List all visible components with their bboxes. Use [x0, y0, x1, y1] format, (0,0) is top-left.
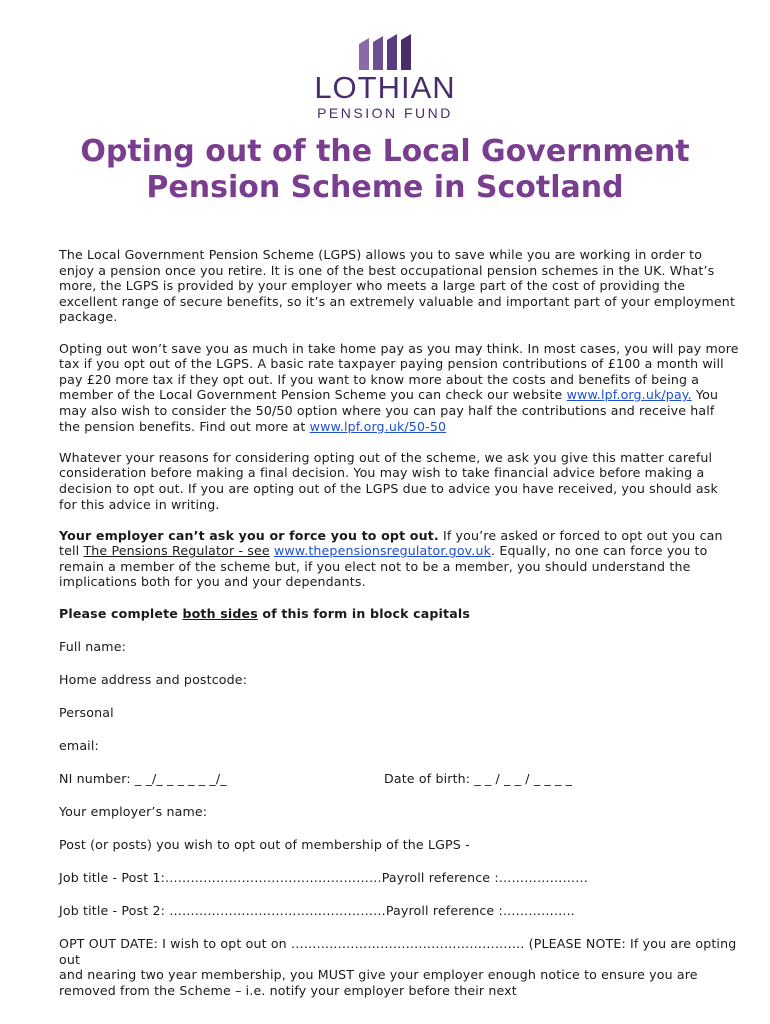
logo — [0, 34, 770, 121]
date-of-birth-field[interactable]: Date of birth: _ _ / _ _ / _ _ _ _ — [384, 771, 573, 787]
fifty-fifty-link[interactable]: www.lpf.org.uk/50-50 — [309, 418, 447, 434]
ni-number-field[interactable]: NI number: _ _/_ _ _ _ _ _/_ — [59, 771, 227, 787]
intro-paragraph: The Local Government Pension Scheme (LGPS) allows you to save while you are working in order to enjoy a pension once you retire. It is one of the best occupational pension schemes in the UK. What’s more, the LGPS is provided by your employer who meets a large part of the cost of providing the excellent range of secure benefits, so it’s an extremely valuable and important part of your employment package. — [59, 247, 736, 325]
posts-label: Post (or posts) you wish to opt out of membership of the LGPS - — [59, 837, 470, 853]
tax-paragraph: Opting out won’t save you as much in take home pay as you may think. In most cases, you will pay more tax if you opt out of the LGPS. A basic rate taxpayer paying pension contributions of £100 a month will pay £20 more tax if they opt out. If you want to know more about the costs and benefits of being a member of the Local Government Pension Scheme you can check our website www.lpf.org.uk/pay. You may also wish to consider the 50/50 option where you can pay half the contributions and receive half the pension benefits. Find out more at www.lpf.org.uk/50-50 — [59, 340, 739, 434]
document-body — [59, 247, 739, 999]
employer-name-field[interactable]: Your employer’s name: — [59, 804, 208, 820]
employer-paragraph: Your employer can’t ask you or force you to opt out. If you’re asked or forced to opt out you can tell The Pensions Regulator - see www.thepensionsregulator.gov.uk. Equally, no one can force you to remain a member of the scheme but, if you elect not to be a member, you should understand the implications both for you and your dependants. — [59, 527, 723, 590]
post1-field[interactable]: Job title - Post 1:……………………………………………Payroll reference :………………… — [59, 870, 588, 886]
logo-subtitle: PENSION FUND — [317, 105, 453, 121]
instruction: Please complete both sides of this form in block capitals — [59, 605, 470, 621]
pay-link[interactable]: www.lpf.org.uk/pay. — [566, 387, 692, 403]
personal-label: Personal — [59, 705, 114, 721]
address-field[interactable]: Home address and postcode: — [59, 672, 248, 688]
ni-dob-row — [59, 771, 739, 804]
post2-field[interactable]: Job title - Post 2: ……………………………………………Payroll reference :…………….. — [59, 903, 575, 919]
regulator-text: The Pensions Regulator - see — [83, 543, 270, 559]
full-name-field[interactable]: Full name: — [59, 639, 126, 655]
logo-name: LOTHIAN — [314, 70, 456, 105]
advice-paragraph: Whatever your reasons for considering opting out of the scheme, we ask you give this matter careful consideration before making a final decision. You may wish to take financial advice before making a decision to opt out. If you are opting out of the LGPS due to advice you have received, you should ask for this advice in writing. — [59, 449, 718, 512]
logo-bars-icon — [355, 34, 415, 70]
opt-out-date-field[interactable]: OPT OUT DATE: I wish to opt out on ………………………………………………. (PLEASE NOTE: If you are opting out and nearing two year membership, you MUST give your employer enough notice to ensure you are removed from the Scheme – i.e. notify your employer before their next — [59, 936, 737, 999]
regulator-link[interactable]: www.thepensionsregulator.gov.uk — [273, 543, 492, 559]
email-field[interactable]: email: — [59, 738, 99, 754]
page-title: Opting out of the Local Government Pension Scheme in Scotland — [80, 134, 690, 205]
